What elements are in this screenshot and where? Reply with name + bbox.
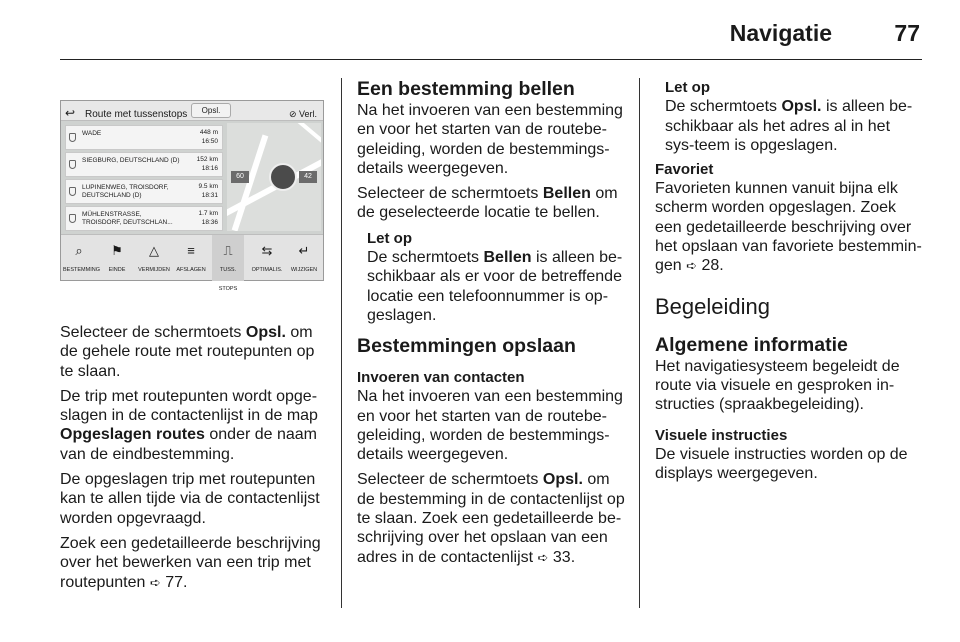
subsection-heading: Visuele instructies [655,426,788,444]
screen-button-bar [61,234,323,293]
screen-button-label: WIJZIGEN [290,267,318,273]
list-item [65,206,223,231]
screen-button-tuss-stops [212,235,244,293]
button-name: Bellen [542,185,591,203]
pin-icon [69,160,76,169]
waypoints-icon: ⎍ [223,243,233,258]
screen-button-einde [101,241,133,280]
text: Selecteer de schermtoets [357,185,543,203]
note-text [665,97,923,155]
paragraph: De opgeslagen trip met routepunten kan te allen tijde via de contactenlijst worden opgevraagd. [60,471,320,527]
page-ref-arrow-icon: ➪ [686,258,698,274]
waypoint-distance: 1.7 km [198,210,218,217]
list-item [65,125,223,150]
text: De schermtoets [665,98,782,116]
column-divider [639,78,640,608]
screen-save-button: Opsl. [191,103,231,118]
text: is alleen be-schikbaar als het adres al in het sys-teem is opgeslagen. [665,98,913,154]
page-ref[interactable]: 28. [697,257,724,275]
waypoint-time: 18:31 [201,192,218,199]
header-rule [60,59,922,60]
text: De trip met routepunten wordt opge-slagen in de contactenlijst in de map [60,387,318,425]
page-ref-arrow-icon: ➪ [149,574,161,590]
waypoint-list [65,125,223,233]
screen-button-afslagen [175,241,207,280]
folder-name: Opgeslagen routes [60,426,205,444]
list-item [65,152,223,177]
screen-button-label: AFSLAGEN [176,267,206,273]
screen-button-label: TUSS. STOPS [218,267,238,293]
text: Zoek een gedetailleerde beschrijving over het bewerken van een trip met routepunten [60,534,321,591]
waypoint-name: MÜHLENSTRASSE, TROISDORF, DEUTSCHLAN... [82,211,173,226]
button-name: Opsl. [542,471,583,489]
flag-icon [69,214,76,223]
waypoint-time: 18:16 [201,165,218,172]
screen-button-bestemming [63,241,100,280]
section-heading: Algemene informatie [655,333,848,356]
column-2 [357,78,625,573]
paragraph [357,184,625,223]
turns-icon: ≡ [187,243,195,258]
column-3 [655,78,923,489]
waypoint-time: 16:50 [201,138,218,145]
text: onder de naam van de eindbestemming. [60,426,317,463]
waypoint-name: LUPINENWEG, TROISDORF, DEUTSCHLAND (D) [82,184,169,199]
screen-title: Route met tussenstops [85,109,188,120]
paragraph [60,534,326,592]
search-icon: ⌕ [75,243,83,258]
screen-title-bar [61,101,323,121]
waypoint-name: SIEGBURG, DEUTSCHLAND (D) [82,157,180,164]
paragraph: Het navigatiesysteem begeleidt de route via visuele en gesproken in-structies (spraakbegeleiding). [655,357,900,414]
paragraph [357,470,625,566]
text: om de geselecteerde locatie te bellen. [357,185,618,222]
screen-button-label: OPTIMALIS. [251,267,283,273]
waypoint-distance: 448 m [199,129,218,136]
note-box [357,229,625,325]
page-number: 77 [894,20,920,46]
pin-icon [69,187,76,196]
text: is alleen be-schikbaar als er voor de betreffende locatie een telefoonnummer is op-geslagen. [367,249,623,324]
note-text [367,248,625,325]
screen-button-label: VERMIJDEN [138,267,170,273]
waypoint-name: WADE [82,130,102,137]
page-header [60,14,922,54]
page-ref-arrow-icon: ➪ [537,549,549,565]
button-name: Bellen [483,249,532,267]
infotainment-screenshot [60,100,324,293]
text: Selecteer de schermtoets [60,324,246,341]
section-heading: Een bestemming bellen [357,78,575,100]
page-ref[interactable]: 77. [160,573,188,591]
text: Favorieten kunnen vanuit bijna elk scherm worden opgeslagen. Zoek een gedetailleerde beschrijving over het opslaan van favoriete bestemmin-gen [655,180,922,275]
text: De schermtoets [367,249,484,267]
column-1 [60,78,326,598]
vehicle-position-icon [269,163,297,191]
column-divider [341,78,342,608]
note-box [655,78,923,155]
section-heading: Bestemmingen opslaan [357,335,576,358]
edit-icon: ↵ [298,243,310,258]
page-ref[interactable]: 33. [548,548,576,566]
note-label: Let op [665,79,710,96]
note-label: Let op [367,229,412,247]
screen-button-vermijden [138,241,170,280]
text: Selecteer de schermtoets [357,471,543,489]
paragraph: De visuele instructies worden op de displays weergegeven. [655,445,908,482]
header-title: Navigatie [729,20,832,46]
optimise-icon: ⇆ [261,243,273,258]
screen-confirm-label: Verl. [298,109,317,119]
subsection-heading: Invoeren van contacten [357,369,525,387]
paragraph: Na het invoeren van een bestemming en voor het starten van de routebe-geleiding, worden de bestemmings-details weergegeven. [357,102,623,177]
speed-badge: 42 [299,171,317,183]
screen-button-optimalis [251,241,283,280]
waypoint-distance: 9.5 km [198,183,218,190]
text: om de gehele route met routepunten op te slaan. [60,324,315,380]
screen-button-wijzigen [288,241,320,280]
back-icon: ↩ [65,106,76,120]
paragraph: Na het invoeren van een bestemming en voor het starten van de routebe-geleiding, worden de bestemmings-details weergegeven. [357,388,623,464]
avoid-icon: △ [149,243,159,258]
subsection-heading: Favoriet [655,161,714,179]
paragraph [60,323,326,381]
pin-icon [69,133,76,142]
text: om de bestemming in de contactenlijst op te slaan. Zoek een gedetailleerde be-schrijving over het opslaan van een adres in de contactenlijst [357,471,625,566]
screen-confirm-button: ⊘ Verl. [288,109,317,119]
speed-badge: 60 [231,171,249,183]
chapter-heading: Begeleiding [655,293,770,319]
waypoint-time: 18:36 [201,219,218,226]
button-name: Opsl. [781,98,822,116]
map-view [227,123,321,231]
screen-button-label: EINDE [108,267,126,273]
flag-end-icon: ⚑ [111,243,123,258]
paragraph [655,179,923,275]
paragraph [60,387,326,464]
button-name: Opsl. [245,324,286,341]
screen-button-label: BESTEMMING [63,267,100,273]
list-item [65,179,223,204]
waypoint-distance: 152 km [196,156,218,163]
